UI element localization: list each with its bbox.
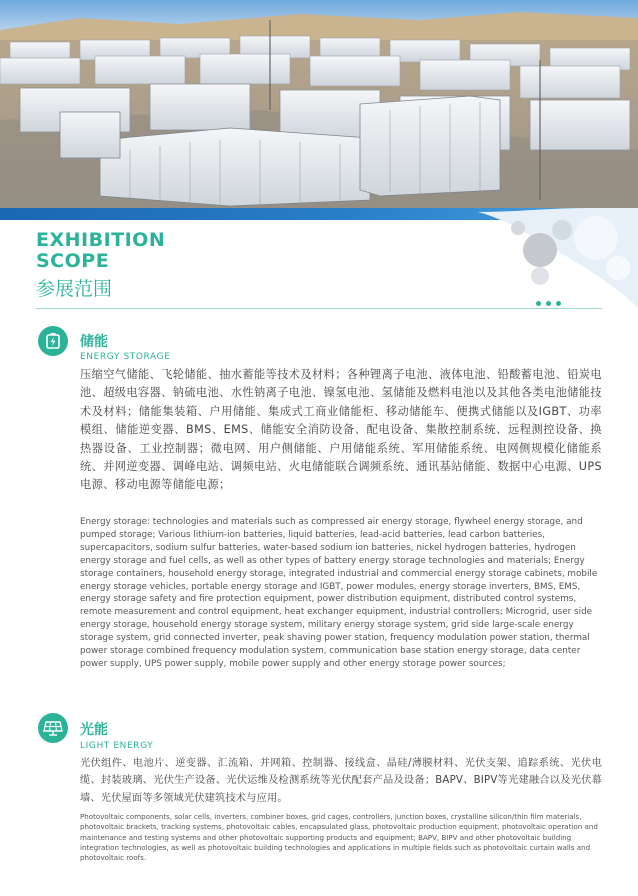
decorative-dots [536,291,576,299]
title-divider [36,308,602,309]
section-title-light-energy: 光能 [80,722,108,738]
energy-storage-english-text: Energy storage: technologies and materials such as compressed air energy storage, flywheel energy storage, and pumped storage; Various lithium-ion batteries, liquid batteries, lead-acid batteries, lead carbon batteries, supercapacitors, sodium sulfur batteries, water-based sodium ion batteries, nickel hydrogen batteries, hydrogen energy storage and fuel cells, as well as other types of battery energy storage technologies and materials; Energy storage containers, household energy storage, integrated industrial and commercial energy storage cabinets, mobile energy storage vehicles, portable energy storage and IGBT, power modules, energy storage inverters, BMS, EMS, energy storage safety and fire protection equipment, power distribution equipment, distributed control systems, remote measurement and control equipment, heat exchanger equipment, industrial controllers; Microgrid, user side energy storage, household energy storage system, military energy storage system, grid side large-scale energy storage system, grid connected inverter, peak shaving power station, frequency modulation power station, thermal power storage combined frequency modulation system, communication base station energy storage, data center power supply, UPS power supply, mobile power supply and other energy storage power sources; [80,517,598,669]
light-energy-chinese-text: 光伏组件、电池片、逆变器、汇流箱、并网箱、控制器、接线盒、晶硅/薄膜材料、光伏支架、追踪系统、光伏电缆、封装玻璃、光伏生产设备、光伏运维及检测系统等光伏配套产品及设备；BAPV、BIPV等光建融合以及光伏幕墙、光伏屋面等多领域光伏建筑技术与应用。 [80,758,602,804]
page-title-english: EXHIBITION SCOPE [36,229,166,272]
section-subtitle-energy-storage: ENERGY STORAGE [80,352,171,362]
hero-photo-energy-storage-containers [0,0,638,210]
energy-storage-chinese-text: 压缩空气储能、飞轮储能、抽水蓄能等技术及材料；各种锂离子电池、液体电池、铅酸蓄电池、铅炭电池、超级电容器、钠硫电池、水性钠离子电池、镍氢电池、氢储能及燃料电池以及其他各类电池储能技术及材料；储能集装箱、户用储能、集成式工商业储能柜、移动储能车、便携式储能以及IGBT、功率模组、储能逆变器、BMS、EMS、储能安全消防设备、配电设备、集散控制系统、远程测控设备、换热器设备、工业控制器；微电网、用户侧储能、户用储能系统、军用储能系统、电网侧规模化储能系统、并网逆变器、调峰电站、调频电站、火电储能联合调频系统、通讯基站储能、数据中心电源、UPS电源、移动电源等储能电源； [80,368,602,492]
section-subtitle-light-energy: LIGHT ENERGY [80,741,154,751]
solar-panel-icon [38,713,68,743]
battery-bolt-icon [38,326,68,356]
page-title-chinese: 参展范围 [36,278,113,300]
light-energy-english-text: Photovoltaic components, solar cells, inverters, combiner boxes, grid cages, controllers, junction boxes, crystalline silicon/thin film materials, photovoltaic brackets, tracking systems, photovoltaic cables, encapsulated glass, photovoltaic production equipment, photovoltaic operation and maintenance and testing systems and other photovoltaic supporting products and equipment; BAPV, BIPV and other photovoltaic building integration technologies, as well as photovoltaic building technologies and applications in multiple fields such as photovoltaic curtain walls and photovoltaic roofs. [80,812,598,863]
section-title-energy-storage: 储能 [80,334,108,350]
